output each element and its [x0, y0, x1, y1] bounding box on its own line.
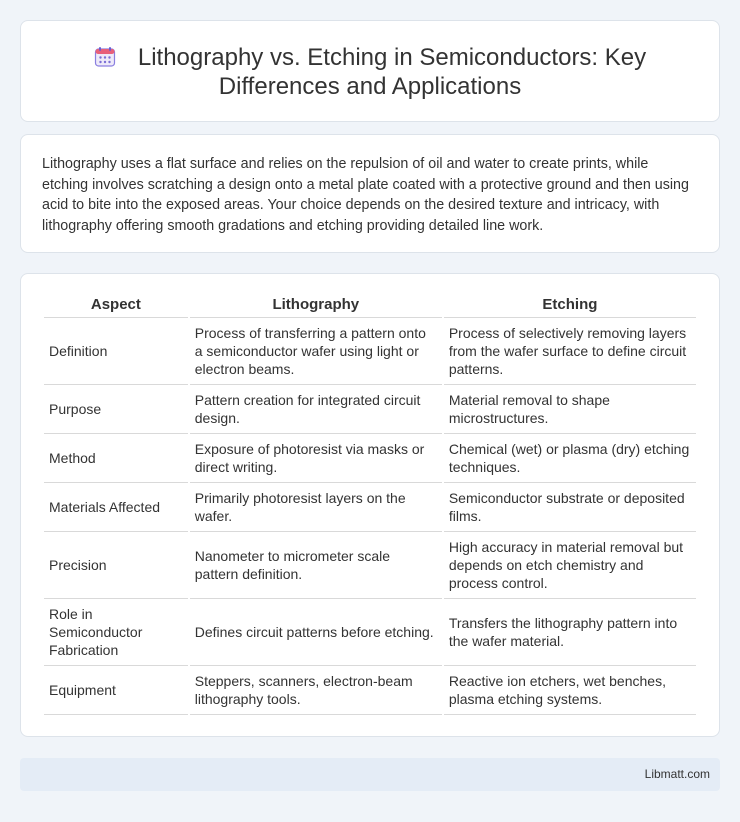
table-row: [44, 532, 696, 599]
cell-etching: Reactive ion etchers, wet benches, plasma etching systems.: [444, 666, 696, 715]
page-title: Lithography vs. Etching in Semiconductors: Key Differences and Applications: [137, 44, 647, 100]
cell-aspect: Role in Semiconductor Fabrication: [44, 599, 188, 666]
cell-aspect: Equipment: [44, 666, 188, 715]
intro-paragraph: Lithography uses a flat surface and relies on the repulsion of oil and water to create prints, while etching involves scratching a design onto a metal plate coated with a protective ground and then using acid to bite into the exposed areas. Your choice depends on the desired texture and intricacy, with lithography offering smooth gradations and etching providing detailed line work.: [42, 156, 689, 234]
cell-etching: Semiconductor substrate or deposited films.: [444, 483, 696, 532]
cell-lithography: Exposure of photoresist via masks or direct writing.: [190, 434, 442, 483]
table-card: [20, 273, 720, 737]
table-header-row: [44, 292, 696, 318]
cell-lithography: Process of transferring a pattern onto a semiconductor wafer using light or electron beams.: [190, 318, 442, 385]
cell-etching: Transfers the lithography pattern into the wafer material.: [444, 599, 696, 666]
cell-aspect: Precision: [44, 532, 188, 599]
cell-lithography: Primarily photoresist layers on the wafer.: [190, 483, 442, 532]
cell-etching: Material removal to shape microstructures.: [444, 385, 696, 434]
header-lithography: Lithography: [190, 292, 442, 318]
table-row: [44, 666, 696, 715]
cell-etching: Chemical (wet) or plasma (dry) etching techniques.: [444, 434, 696, 483]
title-wrap: [61, 43, 679, 101]
cell-aspect: Definition: [44, 318, 188, 385]
cell-lithography: Defines circuit patterns before etching.: [190, 599, 442, 666]
cell-lithography: Steppers, scanners, electron-beam lithography tools.: [190, 666, 442, 715]
table-row: [44, 318, 696, 385]
comparison-table: [42, 292, 698, 715]
cell-lithography: Pattern creation for integrated circuit design.: [190, 385, 442, 434]
footer-site-link[interactable]: Libmatt.com: [644, 767, 710, 781]
table-row: [44, 385, 696, 434]
intro-card: [20, 134, 720, 253]
table-row: [44, 483, 696, 532]
header-aspect: Aspect: [44, 292, 188, 318]
cell-aspect: Materials Affected: [44, 483, 188, 532]
table-row: [44, 599, 696, 666]
table-row: [44, 434, 696, 483]
title-card: [20, 20, 720, 122]
cell-aspect: Purpose: [44, 385, 188, 434]
cell-lithography: Nanometer to micrometer scale pattern definition.: [190, 532, 442, 599]
footer-bar: [20, 758, 720, 791]
cell-aspect: Method: [44, 434, 188, 483]
calendar-icon: [94, 46, 116, 68]
cell-etching: Process of selectively removing layers from the wafer surface to define circuit patterns.: [444, 318, 696, 385]
header-etching: Etching: [444, 292, 696, 318]
cell-etching: High accuracy in material removal but depends on etch chemistry and process control.: [444, 532, 696, 599]
